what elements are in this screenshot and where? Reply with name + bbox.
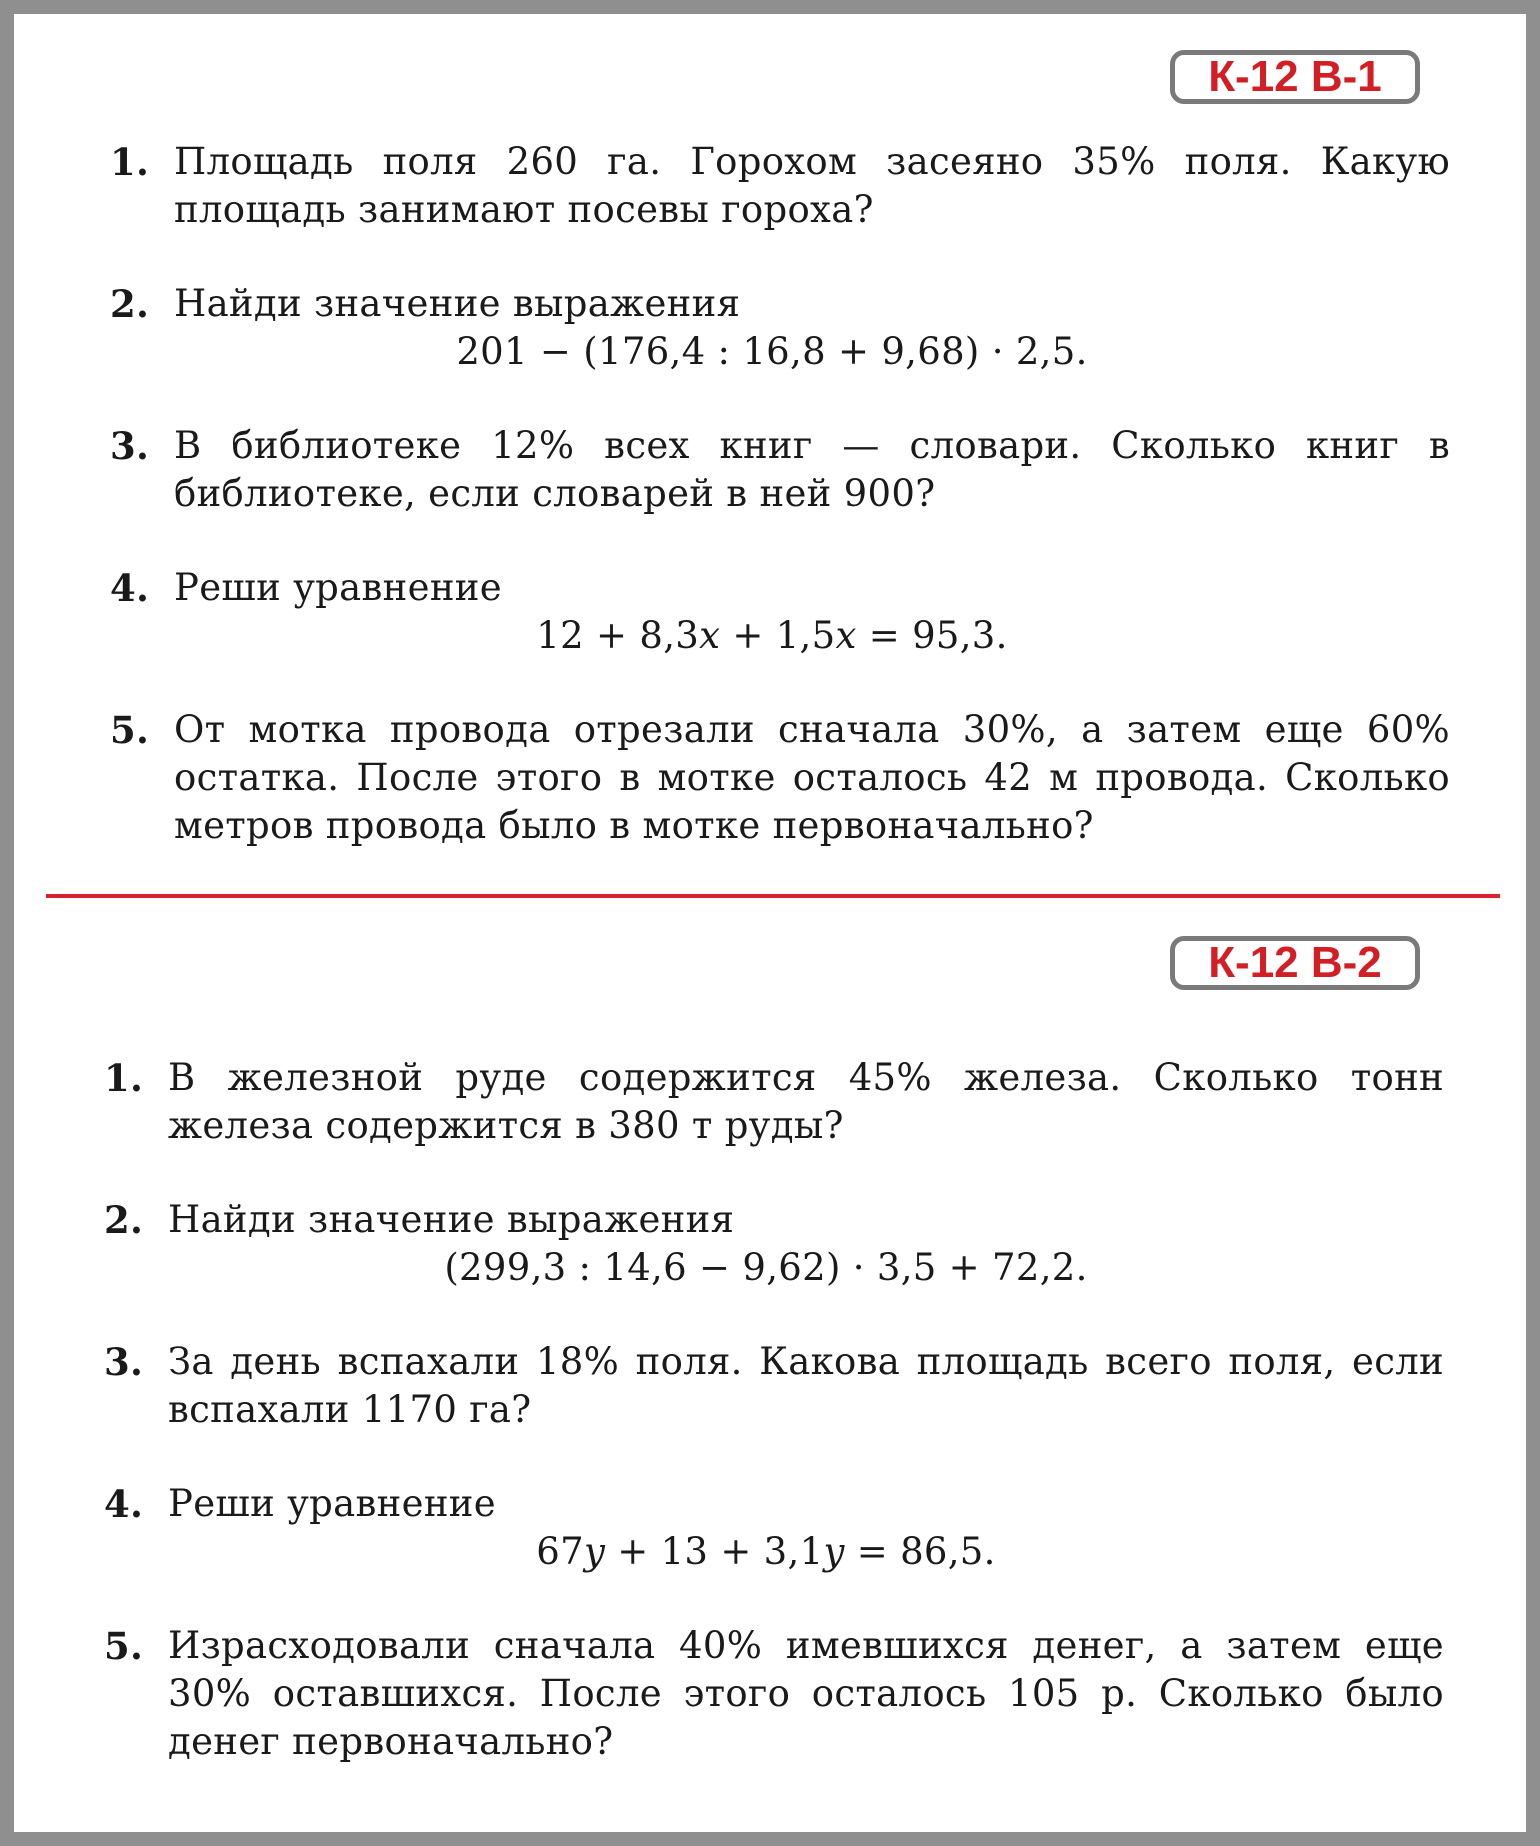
task-item: [14, 138, 1526, 234]
variant-2-badge: К-12 В-2: [1170, 936, 1420, 990]
variant-1-badge: К-12 В-1: [1170, 50, 1420, 104]
task-item: [14, 1622, 1526, 1766]
task-item: [14, 1196, 1526, 1292]
task-formula: 67y + 13 + 3,1y = 86,5.: [536, 1530, 996, 1573]
task-item: [14, 706, 1526, 850]
task-item: [14, 1338, 1526, 1434]
task-number: 2.: [104, 1198, 144, 1242]
task-text: Площадь поля 260 га. Горохом засеяно 35% поля. Какую площадь занимают посевы гороха?: [174, 140, 1450, 231]
task-number: 4.: [110, 566, 150, 610]
variant-1-task-list: [14, 138, 1526, 896]
task-text: Израсходовали сначала 40% имевшихся денег, а затем еще 30% оставшихся. После этого осталось 105 р. Сколько было денег первоначально?: [168, 1624, 1444, 1763]
task-number: 5.: [110, 708, 150, 752]
task-item: [14, 1480, 1526, 1576]
task-item: [14, 280, 1526, 376]
variant-2-task-list: [14, 1054, 1526, 1812]
task-text: Реши уравнение: [174, 566, 502, 609]
task-item: [14, 564, 1526, 660]
task-formula: 201 − (176,4 : 16,8 + 9,68) · 2,5.: [456, 330, 1088, 373]
task-text: Найди значение выражения: [174, 282, 741, 325]
task-text: В библиотеке 12% всех книг — словари. Сколько книг в библиотеке, если словарей в ней 900?: [174, 424, 1450, 515]
task-text: В железной руде содержится 45% железа. Сколько тонн железа содержится в 380 т руды?: [168, 1056, 1444, 1147]
task-formula: 12 + 8,3x + 1,5x = 95,3.: [536, 614, 1008, 657]
task-number: 3.: [110, 424, 150, 468]
task-number: 1.: [110, 140, 150, 184]
task-number: 1.: [104, 1056, 144, 1100]
task-text: Найди значение выражения: [168, 1198, 735, 1241]
task-formula: (299,3 : 14,6 − 9,62) · 3,5 + 72,2.: [444, 1246, 1088, 1289]
task-number: 3.: [104, 1340, 144, 1384]
task-item: [14, 1054, 1526, 1150]
task-text: За день вспахали 18% поля. Какова площадь всего поля, если вспахали 1170 га?: [168, 1340, 1444, 1431]
task-item: [14, 422, 1526, 518]
task-text: Реши уравнение: [168, 1482, 496, 1525]
task-number: 5.: [104, 1624, 144, 1668]
task-number: 4.: [104, 1482, 144, 1526]
task-text: От мотка провода отрезали сначала 30%, а затем еще 60% остатка. После этого в мотке осталось 42 м провода. Сколько метров провода было в мотке первоначально?: [174, 708, 1450, 847]
section-divider: [46, 894, 1500, 898]
task-number: 2.: [110, 282, 150, 326]
